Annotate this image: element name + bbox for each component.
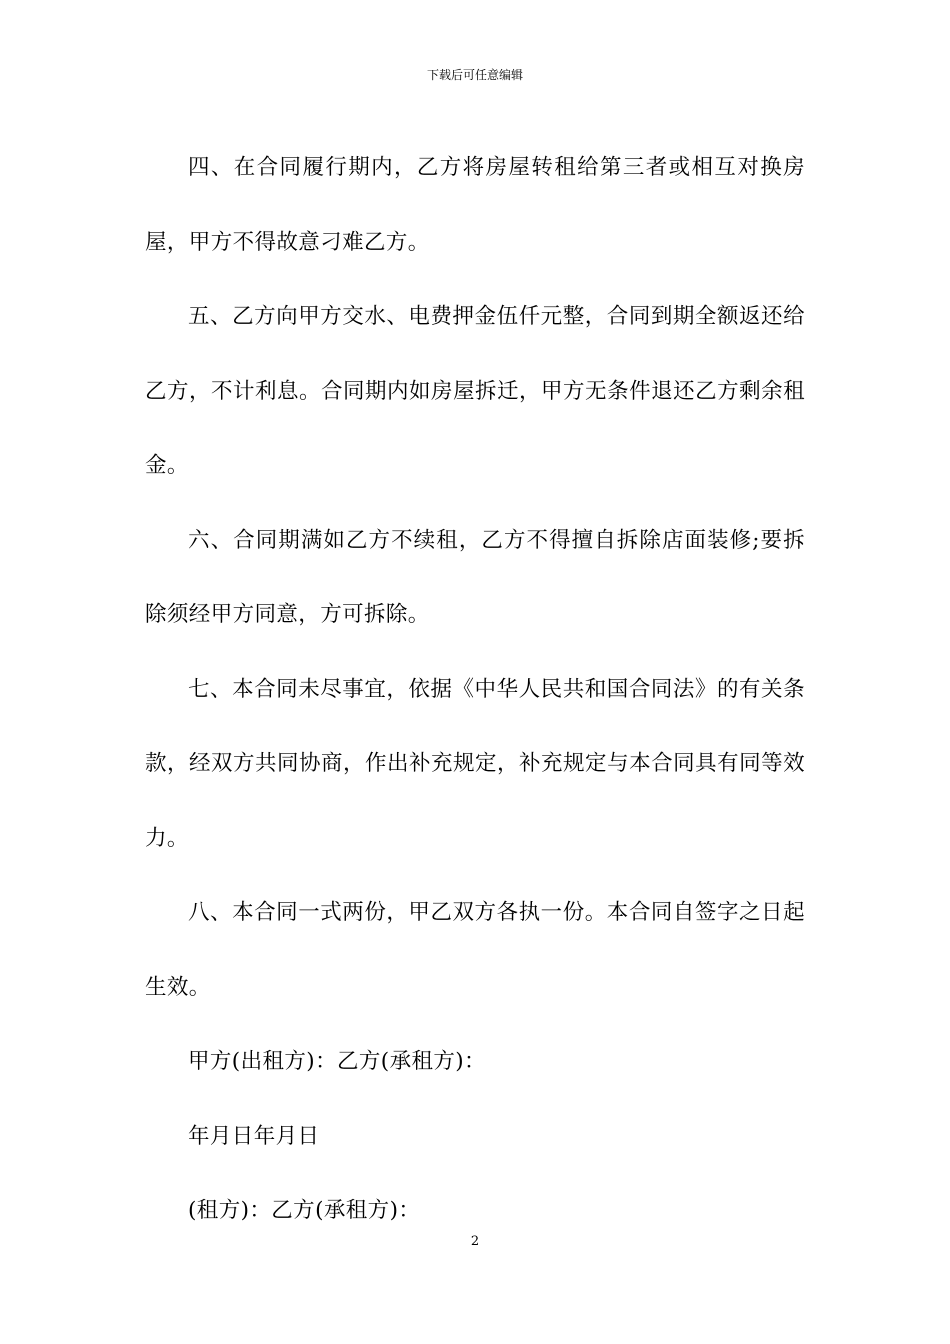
page-header-note: 下载后可任意编辑 xyxy=(426,68,523,82)
clause-5-paragraph: 五、乙方向甲方交水、电费押金伍仟元整，合同到期全额返还给乙方，不计利息。合同期内如房屋拆迁，甲方无条件退还乙方剩余租金。 xyxy=(145,304,805,478)
signature-parties-line-repeat: (租方)：乙方(承租方)： xyxy=(188,1198,421,1223)
clause-7-paragraph: 七、本合同未尽事宜，依据《中华人民共和国合同法》的有关条款，经双方共同协商，作出补充规定，补充规定与本合同具有同等效力。 xyxy=(145,676,805,851)
signature-parties-line: 甲方(出租方)：乙方(承租方)： xyxy=(188,1049,486,1074)
signature-date-line: 年月日年月日 xyxy=(188,1123,320,1149)
page-number: 2 xyxy=(470,1234,480,1249)
document-body xyxy=(145,131,805,1249)
clause-8-paragraph: 八、本合同一式两份，甲乙双方各执一份。本合同自签字之日起生效。 xyxy=(145,900,805,1000)
clause-6-paragraph: 六、合同期满如乙方不续租，乙方不得擅自拆除店面装修;要拆除须经甲方同意，方可拆除。 xyxy=(145,527,805,627)
clause-4-paragraph: 四、在合同履行期内，乙方将房屋转租给第三者或相互对换房屋，甲方不得故意刁难乙方。 xyxy=(145,155,805,255)
